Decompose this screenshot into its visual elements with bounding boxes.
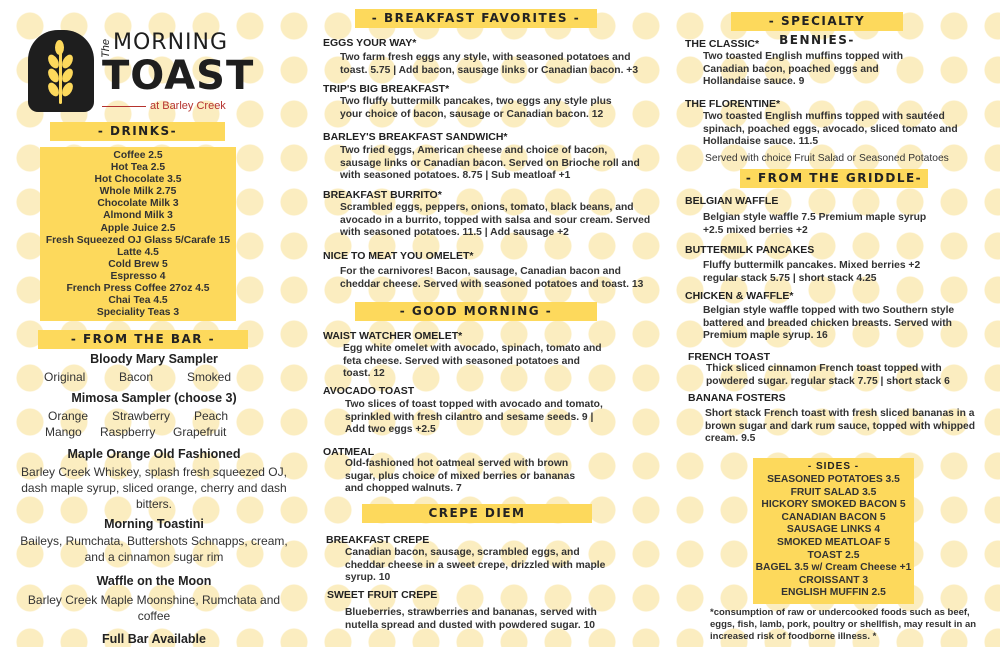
menu-item-desc: Fluffy buttermilk pancakes. Mixed berries +2 regular stack 5.75 | short stack 4.25 bbox=[703, 260, 921, 284]
menu-item-title: BELGIAN WAFFLE bbox=[685, 195, 779, 207]
mimosa-option: Strawberry bbox=[112, 409, 171, 423]
full-bar-note: Full Bar Available bbox=[102, 632, 206, 646]
menu-item-title: BUTTERMILK PANCAKES bbox=[685, 244, 815, 256]
drinks-heading: - DRINKS- bbox=[50, 122, 225, 141]
waffle-moon-desc: Barley Creek Maple Moonshine, Rumchata and coffee bbox=[27, 593, 281, 623]
griddle-heading: - FROM THE GRIDDLE- bbox=[740, 169, 928, 188]
menu-item-desc: For the carnivores! Bacon, sausage, Canadian bacon and cheddar cheese. Served with seasoned potatoes and toast. 13 bbox=[340, 266, 644, 290]
list-item: TOAST 2.5 bbox=[807, 549, 860, 561]
menu-item-desc: Two fried eggs, American cheese and choice of bacon, sausage links or Canadian bacon. Served on Brioche roll and with seasoned potatoes. 8.75 | Sub meatloaf +1 bbox=[340, 145, 640, 182]
sides-list bbox=[753, 472, 914, 600]
menu-item-title: THE FLORENTINE* bbox=[685, 98, 781, 110]
bloody-option: Original bbox=[44, 370, 86, 384]
menu-item-desc: Old-fashioned hot oatmeal served with brown sugar, plus choice of mixed berries or bananas and chopped walnuts. 7 bbox=[345, 458, 576, 495]
bloody-option: Smoked bbox=[187, 370, 232, 384]
logo-morning: MORNING bbox=[113, 30, 229, 55]
menu-item-title: NICE TO MEAT YOU OMELET* bbox=[323, 250, 474, 262]
list-item: ENGLISH MUFFIN 2.5 bbox=[781, 587, 886, 599]
mimosa-option: Mango bbox=[45, 425, 82, 439]
list-item: Hot Tea 2.5 bbox=[110, 162, 166, 174]
menu-item-desc: Two farm fresh eggs any style, with seasoned potatoes and toast. 5.75 | Add bacon, sausage links or Canadian bacon. +3 bbox=[340, 52, 639, 76]
logo-divider bbox=[102, 106, 146, 107]
menu-item-desc: Blueberries, strawberries and bananas, served with nutella spread and dusted with powdered sugar. 10 bbox=[345, 607, 597, 631]
menu-item-title: EGGS YOUR WAY* bbox=[323, 37, 417, 49]
list-item: SEASONED POTATOES 3.5 bbox=[767, 474, 900, 485]
menu-item-desc: Belgian style waffle 7.5 Premium maple syrup +2.5 mixed berries +2 bbox=[703, 212, 927, 236]
menu-item-title: AVOCADO TOAST bbox=[323, 385, 415, 397]
logo-toast: TOAST bbox=[102, 53, 255, 99]
drinks-box bbox=[40, 147, 236, 321]
list-item: CROISSANT 3 bbox=[798, 574, 869, 586]
good-morning-heading: - GOOD MORNING - bbox=[355, 302, 597, 321]
menu-item-desc: Two toasted English muffins topped with Canadian bacon, poached eggs and Hollandaise sauce. 9 bbox=[703, 51, 904, 88]
wheat-logo-icon bbox=[28, 30, 94, 112]
sides-box bbox=[753, 458, 914, 604]
list-item: Coffee 2.5 bbox=[113, 150, 163, 161]
menu-item-title: BREAKFAST BURRITO* bbox=[323, 189, 442, 201]
menu-item-desc: Thick sliced cinnamon French toast topped with powdered sugar. regular stack 7.75 | short stack 6 bbox=[706, 363, 950, 387]
breakfast-heading: - BREAKFAST FAVORITES - bbox=[355, 9, 597, 28]
menu-item-desc: Two fluffy buttermilk pancakes, two eggs any style plus your choice of bacon, sausage or Canadian bacon. 12 bbox=[340, 96, 612, 120]
drinks-list bbox=[40, 147, 236, 319]
menu-item-title: OATMEAL bbox=[323, 446, 375, 458]
menu-item-title: CHICKEN & WAFFLE* bbox=[685, 290, 794, 302]
list-item: SMOKED MEATLOAF 5 bbox=[776, 536, 891, 548]
list-item: French Press Coffee 27oz 4.5 bbox=[66, 283, 210, 295]
list-item: CANADIAN BACON 5 bbox=[781, 511, 886, 523]
menu-item-desc: Scrambled eggs, peppers, onions, tomato, black beans, and avocado in a burrito, topped with salsa and sour cream. Served with seasoned potatoes. 11.5 | Add sausage +2 bbox=[340, 202, 651, 239]
list-item: Apple Juice 2.5 bbox=[100, 222, 176, 234]
bennies-note: Served with choice Fruit Salad or Seasoned Potatoes bbox=[705, 153, 949, 164]
mimosa-option: Peach bbox=[194, 409, 229, 423]
menu-item-title: TRIP'S BIG BREAKFAST* bbox=[323, 83, 450, 95]
bloody-option: Bacon bbox=[119, 370, 154, 384]
menu-item-title: BANANA FOSTERS bbox=[688, 392, 786, 404]
menu-item-desc: Two slices of toast topped with avocado and tomato, sprinkled with fresh cilantro and sesame seeds. 9 | Add two eggs +2.5 bbox=[345, 399, 603, 436]
toastini-title: Morning Toastini bbox=[104, 517, 204, 531]
list-item: Speciality Teas 3 bbox=[96, 307, 180, 319]
menu-item-desc: Belgian style waffle topped with two Southern style battered and breaded chicken breasts. Served with Premium maple syrup. 16 bbox=[703, 305, 955, 342]
list-item: FRUIT SALAD 3.5 bbox=[790, 486, 877, 498]
mimosa-option: Grapefruit bbox=[173, 425, 227, 439]
menu-item-desc: Canadian bacon, sausage, scrambled eggs, and cheddar cheese in a sweet crepe, drizzled with maple syrup. 10 bbox=[345, 547, 606, 584]
list-item: BAGEL 3.5 w/ Cream Cheese +1 bbox=[755, 562, 912, 574]
maple-old-fashioned-desc: Barley Creek Whiskey, splash fresh squeezed OJ, dash maple syrup, sliced orange, cherry and dash bitters. bbox=[21, 465, 287, 511]
list-item: Espresso 4 bbox=[110, 270, 166, 282]
bloody-mary-title: Bloody Mary Sampler bbox=[90, 352, 218, 366]
menu-item-desc: Egg white omelet with avocado, spinach, tomato and feta cheese. Served with seasoned potatoes and toast. 12 bbox=[343, 343, 602, 380]
list-item: Chai Tea 4.5 bbox=[108, 295, 168, 307]
menu-item-title: BARLEY'S BREAKFAST SANDWICH* bbox=[323, 131, 508, 143]
mimosa-option: Orange bbox=[48, 409, 89, 423]
list-item: Latte 4.5 bbox=[117, 246, 159, 258]
logo-the: The bbox=[100, 39, 112, 58]
mimosa-title: Mimosa Sampler (choose 3) bbox=[71, 391, 237, 405]
sides-heading: - SIDES - bbox=[807, 461, 860, 472]
list-item: Hot Chocolate 3.5 bbox=[94, 174, 182, 186]
menu-item-title: FRENCH TOAST bbox=[688, 351, 771, 363]
menu-item-desc: Short stack French toast with fresh sliced bananas in a brown sugar and dark rum sauce, topped with whipped cream. 9.5 bbox=[705, 408, 976, 445]
bennies-heading: - SPECIALTY BENNIES- bbox=[731, 12, 903, 31]
menu-item-desc: Two toasted English muffins topped with sautéed spinach, poached eggs, avocado, sliced tomato and Hollandaise sauce. 11.5 bbox=[703, 111, 958, 148]
crepe-heading: CREPE DIEM bbox=[362, 504, 592, 523]
menu-item-title: BREAKFAST CREPE bbox=[326, 534, 430, 546]
list-item: Cold Brew 5 bbox=[108, 258, 168, 270]
mimosa-option: Raspberry bbox=[100, 425, 156, 439]
menu-item-title: SWEET FRUIT CREPE bbox=[327, 589, 438, 601]
logo-subtitle: at Barley Creek bbox=[150, 100, 226, 112]
list-item: HICKORY SMOKED BACON 5 bbox=[761, 499, 906, 511]
maple-old-fashioned-title: Maple Orange Old Fashioned bbox=[67, 447, 241, 461]
list-item: Whole Milk 2.75 bbox=[99, 186, 177, 198]
list-item: Chocolate Milk 3 bbox=[97, 198, 179, 210]
disclaimer: *consumption of raw or undercooked foods such as beef, eggs, fish, lamb, pork, poultry or shellfish, may result in an increased risk of foodborne illness. * bbox=[710, 607, 977, 642]
bar-heading: - FROM THE BAR - bbox=[38, 330, 248, 349]
waffle-moon-title: Waffle on the Moon bbox=[96, 574, 212, 588]
toastini-desc: Baileys, Rumchata, Buttershots Schnapps, cream, and a cinnamon sugar rim bbox=[20, 534, 288, 564]
menu-item-title: THE CLASSIC* bbox=[685, 38, 760, 50]
list-item: Fresh Squeezed OJ Glass 5/Carafe 15 bbox=[45, 234, 231, 246]
menu-item-title: WAIST WATCHER OMELET* bbox=[323, 330, 463, 342]
list-item: SAUSAGE LINKS 4 bbox=[786, 524, 881, 536]
list-item: Almond Milk 3 bbox=[103, 210, 173, 222]
